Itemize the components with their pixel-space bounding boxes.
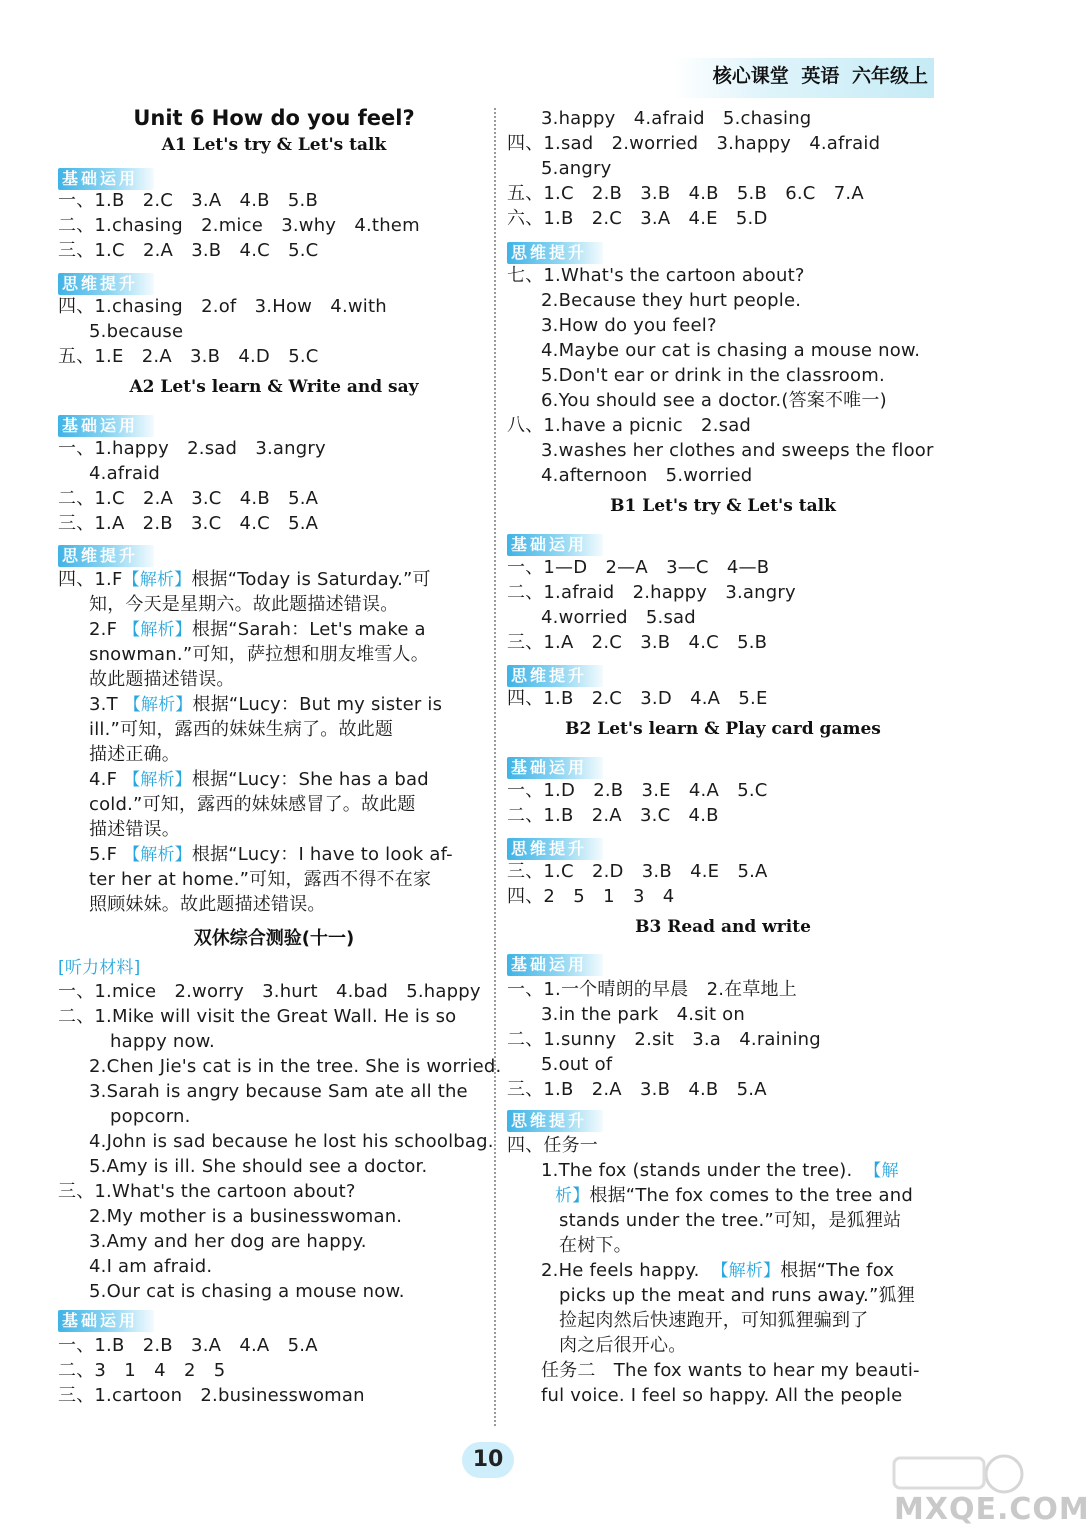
answer-line: 3.happy 4.afraid 5.chasing bbox=[541, 108, 812, 129]
answer-line: 2.My mother is a businesswoman. bbox=[89, 1206, 403, 1227]
tag-label: 基础运用 bbox=[511, 535, 588, 554]
answer-num: 5.F bbox=[89, 844, 118, 865]
answer-line: 五、1.E 2.A 3.B 4.D 5.C bbox=[58, 346, 319, 367]
answer-line: 4.worried 5.sad bbox=[541, 607, 696, 628]
answer-line: 二、3 1 4 2 5 bbox=[58, 1360, 226, 1381]
answer-line: 八、1.have a picnic 2.sad bbox=[507, 415, 752, 436]
tag-basic bbox=[58, 1310, 154, 1332]
answer-line: 5.Amy is ill. She should see a doctor. bbox=[89, 1156, 428, 1177]
section-title-b1: B1 Let's try & Let's talk bbox=[610, 496, 836, 516]
explanation-line: cold.”可知，露西的妹妹感冒了。故此题 bbox=[89, 794, 416, 815]
tag-basic bbox=[507, 757, 603, 779]
tag-basic bbox=[58, 168, 154, 190]
header-subject: 英语 bbox=[801, 65, 840, 87]
answer-line: 4.afternoon 5.worried bbox=[541, 465, 753, 486]
answer-line: 二、1.chasing 2.mice 3.why 4.them bbox=[58, 215, 420, 236]
explanation-line: 描述正确。 bbox=[89, 744, 180, 765]
analysis-label: 【解析】 bbox=[123, 845, 192, 865]
tag-basic bbox=[507, 954, 603, 976]
listening-label: [听力材料] bbox=[58, 958, 141, 978]
answer-num: 四、1.F bbox=[58, 569, 123, 590]
tag-label: 思维提升 bbox=[511, 666, 588, 685]
answer-line: 一、1.happy 2.sad 3.angry bbox=[58, 438, 326, 459]
explanation-line bbox=[555, 1183, 939, 1208]
explanation-line: 捡起肉然后快速跑开，可知狐狸骗到了 bbox=[559, 1310, 869, 1331]
column-divider bbox=[494, 108, 496, 1426]
tag-label: 思维提升 bbox=[511, 839, 588, 858]
answer-line: 三、1.C 2.A 3.B 4.C 5.C bbox=[58, 240, 319, 261]
explanation-line bbox=[541, 1258, 939, 1283]
answer-line: popcorn. bbox=[110, 1106, 191, 1127]
explanation-line: 照顾妹妹。故此题描述错误。 bbox=[89, 894, 326, 915]
answer-line: 3.washes her clothes and sweeps the floor bbox=[541, 440, 934, 461]
analysis-label: 【解析】 bbox=[711, 1261, 781, 1281]
tag-label: 思维提升 bbox=[511, 1111, 588, 1130]
answer-line: 5.Don't ear or drink in the classroom. bbox=[541, 365, 885, 386]
answer-line: 一、1.mice 2.worry 3.hurt 4.bad 5.happy bbox=[58, 981, 481, 1002]
section-title-b3: B3 Read and write bbox=[635, 917, 811, 937]
answer-line: 5.Our cat is chasing a mouse now. bbox=[89, 1281, 405, 1302]
analysis-label: 【解析】 bbox=[123, 695, 193, 715]
answer-line: 三、1.B 2.A 3.B 4.B 5.A bbox=[507, 1079, 767, 1100]
explanation-line: ill.”可知，露西的妹妹生病了。故此题 bbox=[89, 719, 394, 740]
unit-title: Unit 6 How do you feel? bbox=[133, 106, 415, 130]
tag-thinking bbox=[507, 665, 603, 687]
answer-line: 3.How do you feel? bbox=[541, 315, 717, 336]
explanation-line: 任务二 The fox wants to hear my beauti- bbox=[541, 1360, 920, 1381]
answer-line: 5.because bbox=[89, 321, 184, 342]
answer-line: 3.Amy and her dog are happy. bbox=[89, 1231, 367, 1252]
explanation-line bbox=[58, 567, 490, 592]
answer-line: 三、1.A 2.B 3.C 4.C 5.A bbox=[58, 513, 319, 534]
section-title-b2: B2 Let's learn & Play card games bbox=[565, 719, 881, 739]
page-header bbox=[672, 58, 934, 98]
tag-label: 思维提升 bbox=[62, 546, 139, 565]
tag-label: 思维提升 bbox=[511, 243, 588, 262]
tag-thinking bbox=[58, 545, 154, 567]
answer-line: 2.Chen Jie's cat is in the tree. She is worried. bbox=[89, 1056, 502, 1077]
answer-line: 四、任务一 bbox=[507, 1135, 598, 1156]
analysis-text: 根据“Sarah：Let's make a bbox=[191, 619, 426, 640]
explanation-line: 描述错误。 bbox=[89, 819, 180, 840]
answer-text: 1.The fox (stands under the tree). bbox=[541, 1160, 853, 1181]
header-grade: 六年级上 bbox=[851, 65, 928, 87]
analysis-label: 析】 bbox=[555, 1186, 590, 1206]
analysis-text: 根据“Lucy：She has a bad bbox=[191, 769, 429, 790]
answer-line: 二、1.C 2.A 3.C 4.B 5.A bbox=[58, 488, 319, 509]
answer-line: 4.Maybe our cat is chasing a mouse now. bbox=[541, 340, 921, 361]
answer-line: 一、1—D 2—A 3—C 4—B bbox=[507, 557, 770, 578]
tag-thinking bbox=[507, 1110, 603, 1132]
answer-line: 3.Sarah is angry because Sam ate all the bbox=[89, 1081, 468, 1102]
answer-line: 2.Because they hurt people. bbox=[541, 290, 802, 311]
tag-label: 思维提升 bbox=[62, 274, 139, 293]
answer-line: 5.out of bbox=[541, 1054, 613, 1075]
answer-line: 4.I am afraid. bbox=[89, 1256, 213, 1277]
watermark-text: MXQE.COM bbox=[894, 1492, 1090, 1527]
analysis-text: 根据“The fox bbox=[780, 1260, 895, 1281]
answer-line: 二、1.Mike will visit the Great Wall. He is so bbox=[58, 1006, 457, 1027]
analysis-label: 【解析】 bbox=[122, 570, 192, 590]
explanation-line: 故此题描述错误。 bbox=[89, 669, 235, 690]
answer-num: 2.F bbox=[89, 619, 118, 640]
analysis-text: 根据“Today is Saturday.”可 bbox=[191, 569, 431, 590]
section-title-a2: A2 Let's learn & Write and say bbox=[129, 377, 419, 397]
explanation-line: 在树下。 bbox=[559, 1235, 632, 1256]
answer-line: 4.afraid bbox=[89, 463, 160, 484]
answer-line: 四、1.sad 2.worried 3.happy 4.afraid bbox=[507, 133, 881, 154]
section-title-a1: A1 Let's try & Let's talk bbox=[161, 135, 387, 155]
analysis-text: 根据“The fox comes to the tree and bbox=[589, 1185, 913, 1206]
tag-thinking bbox=[58, 273, 154, 295]
tag-thinking bbox=[507, 242, 603, 264]
explanation-line: picks up the meat and runs away.”狐狸 bbox=[559, 1285, 915, 1306]
tag-basic bbox=[58, 415, 154, 437]
page-number: 10 bbox=[462, 1442, 514, 1478]
answer-line: 三、1.cartoon 2.businesswoman bbox=[58, 1385, 365, 1406]
answer-line: 4.John is sad because he lost his schoolbag. bbox=[89, 1131, 494, 1152]
answer-line: 五、1.C 2.B 3.B 4.B 5.B 6.C 7.A bbox=[507, 183, 864, 204]
header-text bbox=[707, 61, 928, 88]
answer-num: 4.F bbox=[89, 769, 118, 790]
answer-line: 6.You should see a doctor.(答案不唯一) bbox=[541, 390, 887, 411]
analysis-label: 【解 bbox=[864, 1161, 899, 1181]
answer-line: 一、1.B 2.C 3.A 4.B 5.B bbox=[58, 190, 318, 211]
answer-line: 二、1.sunny 2.sit 3.a 4.raining bbox=[507, 1029, 821, 1050]
answer-line: 六、1.B 2.C 3.A 4.E 5.D bbox=[507, 208, 768, 229]
answer-line: 二、1.B 2.A 3.C 4.B bbox=[507, 805, 719, 826]
answer-line: 一、1.D 2.B 3.E 4.A 5.C bbox=[507, 780, 768, 801]
explanation-line bbox=[89, 617, 490, 642]
answer-num: 3.T bbox=[89, 694, 118, 715]
answer-line: 三、1.C 2.D 3.B 4.E 5.A bbox=[507, 861, 768, 882]
explanation-line bbox=[89, 767, 490, 792]
analysis-text: 根据“Lucy：But my sister is bbox=[192, 694, 443, 715]
answer-line: 一、1.B 2.B 3.A 4.A 5.A bbox=[58, 1335, 318, 1356]
explanation-line: stands under the tree.”可知，是狐狸站 bbox=[559, 1210, 902, 1231]
section-title-test: 双休综合测验(十一) bbox=[193, 928, 355, 949]
explanation-line: 肉之后很开心。 bbox=[559, 1335, 687, 1356]
answer-line: 七、1.What's the cartoon about? bbox=[507, 265, 805, 286]
answer-line: happy now. bbox=[110, 1031, 215, 1052]
analysis-text: 根据“Lucy：I have to look af- bbox=[191, 844, 453, 865]
watermark-logo bbox=[874, 1452, 1090, 1532]
explanation-line: snowman.”可知，萨拉想和朋友堆雪人。 bbox=[89, 644, 429, 665]
header-series: 核心课堂 bbox=[712, 65, 789, 87]
answer-text: 2.He feels happy. bbox=[541, 1260, 700, 1281]
answer-line: 二、1.afraid 2.happy 3.angry bbox=[507, 582, 796, 603]
tag-label: 基础运用 bbox=[62, 416, 139, 435]
explanation-line bbox=[89, 842, 490, 867]
tag-basic bbox=[507, 534, 603, 556]
analysis-label: 【解析】 bbox=[123, 620, 192, 640]
tag-label: 基础运用 bbox=[511, 758, 588, 777]
answer-line: 四、1.chasing 2.of 3.How 4.with bbox=[58, 296, 387, 317]
explanation-line: ful voice. I feel so happy. All the people bbox=[541, 1385, 903, 1406]
answer-line: 一、1.一个晴朗的早晨 2.在草地上 bbox=[507, 979, 797, 1000]
answer-line: 三、1.A 2.C 3.B 4.C 5.B bbox=[507, 632, 768, 653]
answer-line: 5.angry bbox=[541, 158, 612, 179]
analysis-label: 【解析】 bbox=[123, 770, 192, 790]
answer-line: 四、1.B 2.C 3.D 4.A 5.E bbox=[507, 688, 768, 709]
tag-label: 基础运用 bbox=[62, 1311, 139, 1330]
tag-label: 基础运用 bbox=[511, 955, 588, 974]
tag-label: 基础运用 bbox=[62, 169, 139, 188]
tag-thinking bbox=[507, 838, 603, 860]
answer-line: 3.in the park 4.sit on bbox=[541, 1004, 745, 1025]
explanation-line: 知，今天是星期六。故此题描述错误。 bbox=[89, 594, 399, 615]
explanation-line bbox=[89, 692, 490, 717]
explanation-line bbox=[541, 1158, 939, 1183]
answer-line: 四、2 5 1 3 4 bbox=[507, 886, 675, 907]
explanation-line: ter her at home.”可知，露西不得不在家 bbox=[89, 869, 432, 890]
answer-line: 三、1.What's the cartoon about? bbox=[58, 1181, 356, 1202]
